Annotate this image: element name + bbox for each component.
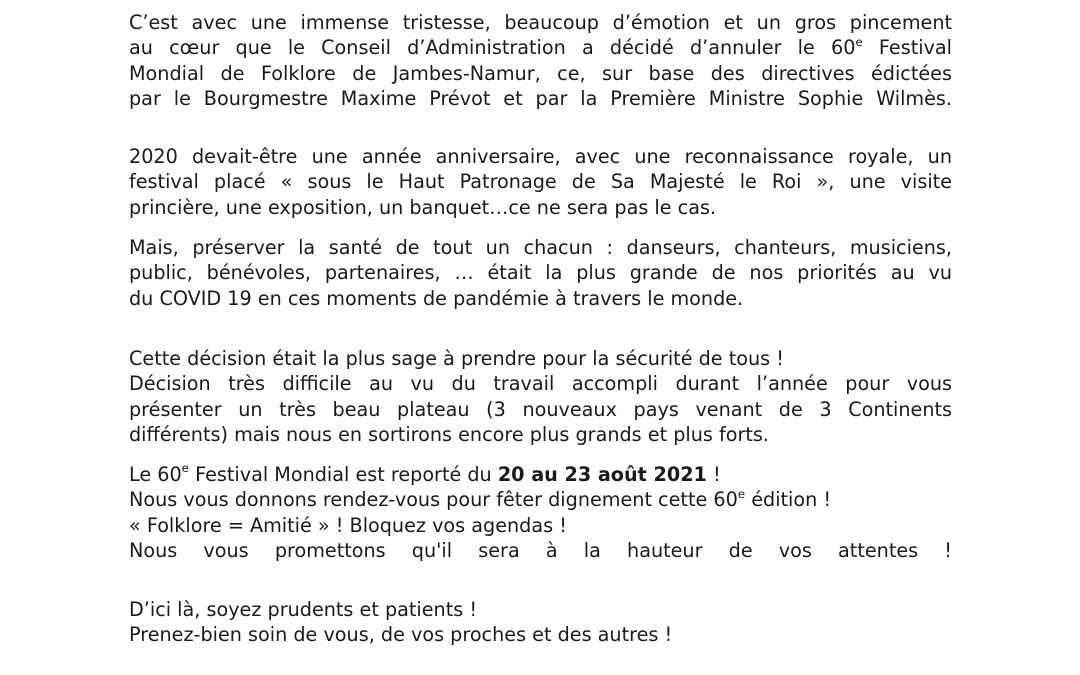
superscript: e <box>181 461 189 476</box>
text-segment: Festival Mondial est reporté du <box>189 463 498 486</box>
text-line <box>129 462 952 487</box>
text-segment: Festival <box>862 36 953 60</box>
text-segment: ! <box>706 463 721 486</box>
text-line: Prenez-bien soin de vous, de vos proches et des autres ! <box>129 623 673 647</box>
text-line: Décision très difficile au vu du travail accompli durant l’année pour vous <box>129 372 952 396</box>
text-line: Mais, préserver la santé de tout un chacun : danseurs, chanteurs, musiciens, <box>129 236 952 259</box>
paragraph-postponed <box>129 462 952 564</box>
new-dates: 20 au 23 août 2021 <box>497 463 707 486</box>
text-line: D’ici là, soyez prudents et patients ! <box>129 598 478 621</box>
text-line: par le Bourgmestre Maxime Prévot et par la Première Ministre Sophie Wilmès. <box>129 87 952 111</box>
text-line: Cette décision était la plus sage à prendre pour la sécurité de tous ! <box>129 347 784 370</box>
text-line: 2020 devait-être une année anniversaire, avec une reconnaissance royale, un <box>129 145 952 168</box>
text-segment: au cœur que le Conseil d’Administration a décidé d’annuler le 60 <box>129 36 856 60</box>
text-line: public, bénévoles, partenaires, … était la plus grande de nos priorités au vu <box>129 261 952 285</box>
text-segment: édition ! <box>745 488 832 512</box>
text-line: festival placé « sous le Haut Patronage de Sa Majesté le Roi », une visite <box>129 170 952 194</box>
superscript: e <box>855 34 863 49</box>
text-line: Nous vous promettons qu'il sera à la hauteur de vos attentes ! <box>129 539 952 563</box>
paragraph-decision <box>129 346 952 448</box>
text-line <box>129 487 952 512</box>
paragraph-anniversary <box>129 144 952 220</box>
text-line: présenter un très beau plateau (3 nouveaux pays venant de 3 Continents <box>129 397 952 421</box>
text-line: « Folklore = Amitié » ! Bloquez vos agendas ! <box>129 513 567 537</box>
text-line: différents) mais nous en sortirons encore plus grands et plus forts. <box>129 423 769 447</box>
text-line: C’est avec une immense tristesse, beaucoup d’émotion et un gros pincement <box>129 11 952 34</box>
paragraph-closing <box>129 597 952 648</box>
superscript: e <box>737 486 746 501</box>
paragraph-health <box>129 235 952 311</box>
text-segment: Nous vous donnons rendez-vous pour fêter dignement cette 60 <box>129 488 738 512</box>
text-line: princière, une exposition, un banquet…ce ne sera pas le cas. <box>129 195 717 219</box>
text-line <box>129 35 952 60</box>
text-line: Mondial de Folklore de Jambes-Namur, ce, sur base des directives édictées <box>129 61 952 85</box>
paragraph-cancellation <box>129 10 952 112</box>
text-line: du COVID 19 en ces moments de pandémie à travers le monde. <box>129 286 744 310</box>
text-segment: Le 60 <box>129 463 182 486</box>
